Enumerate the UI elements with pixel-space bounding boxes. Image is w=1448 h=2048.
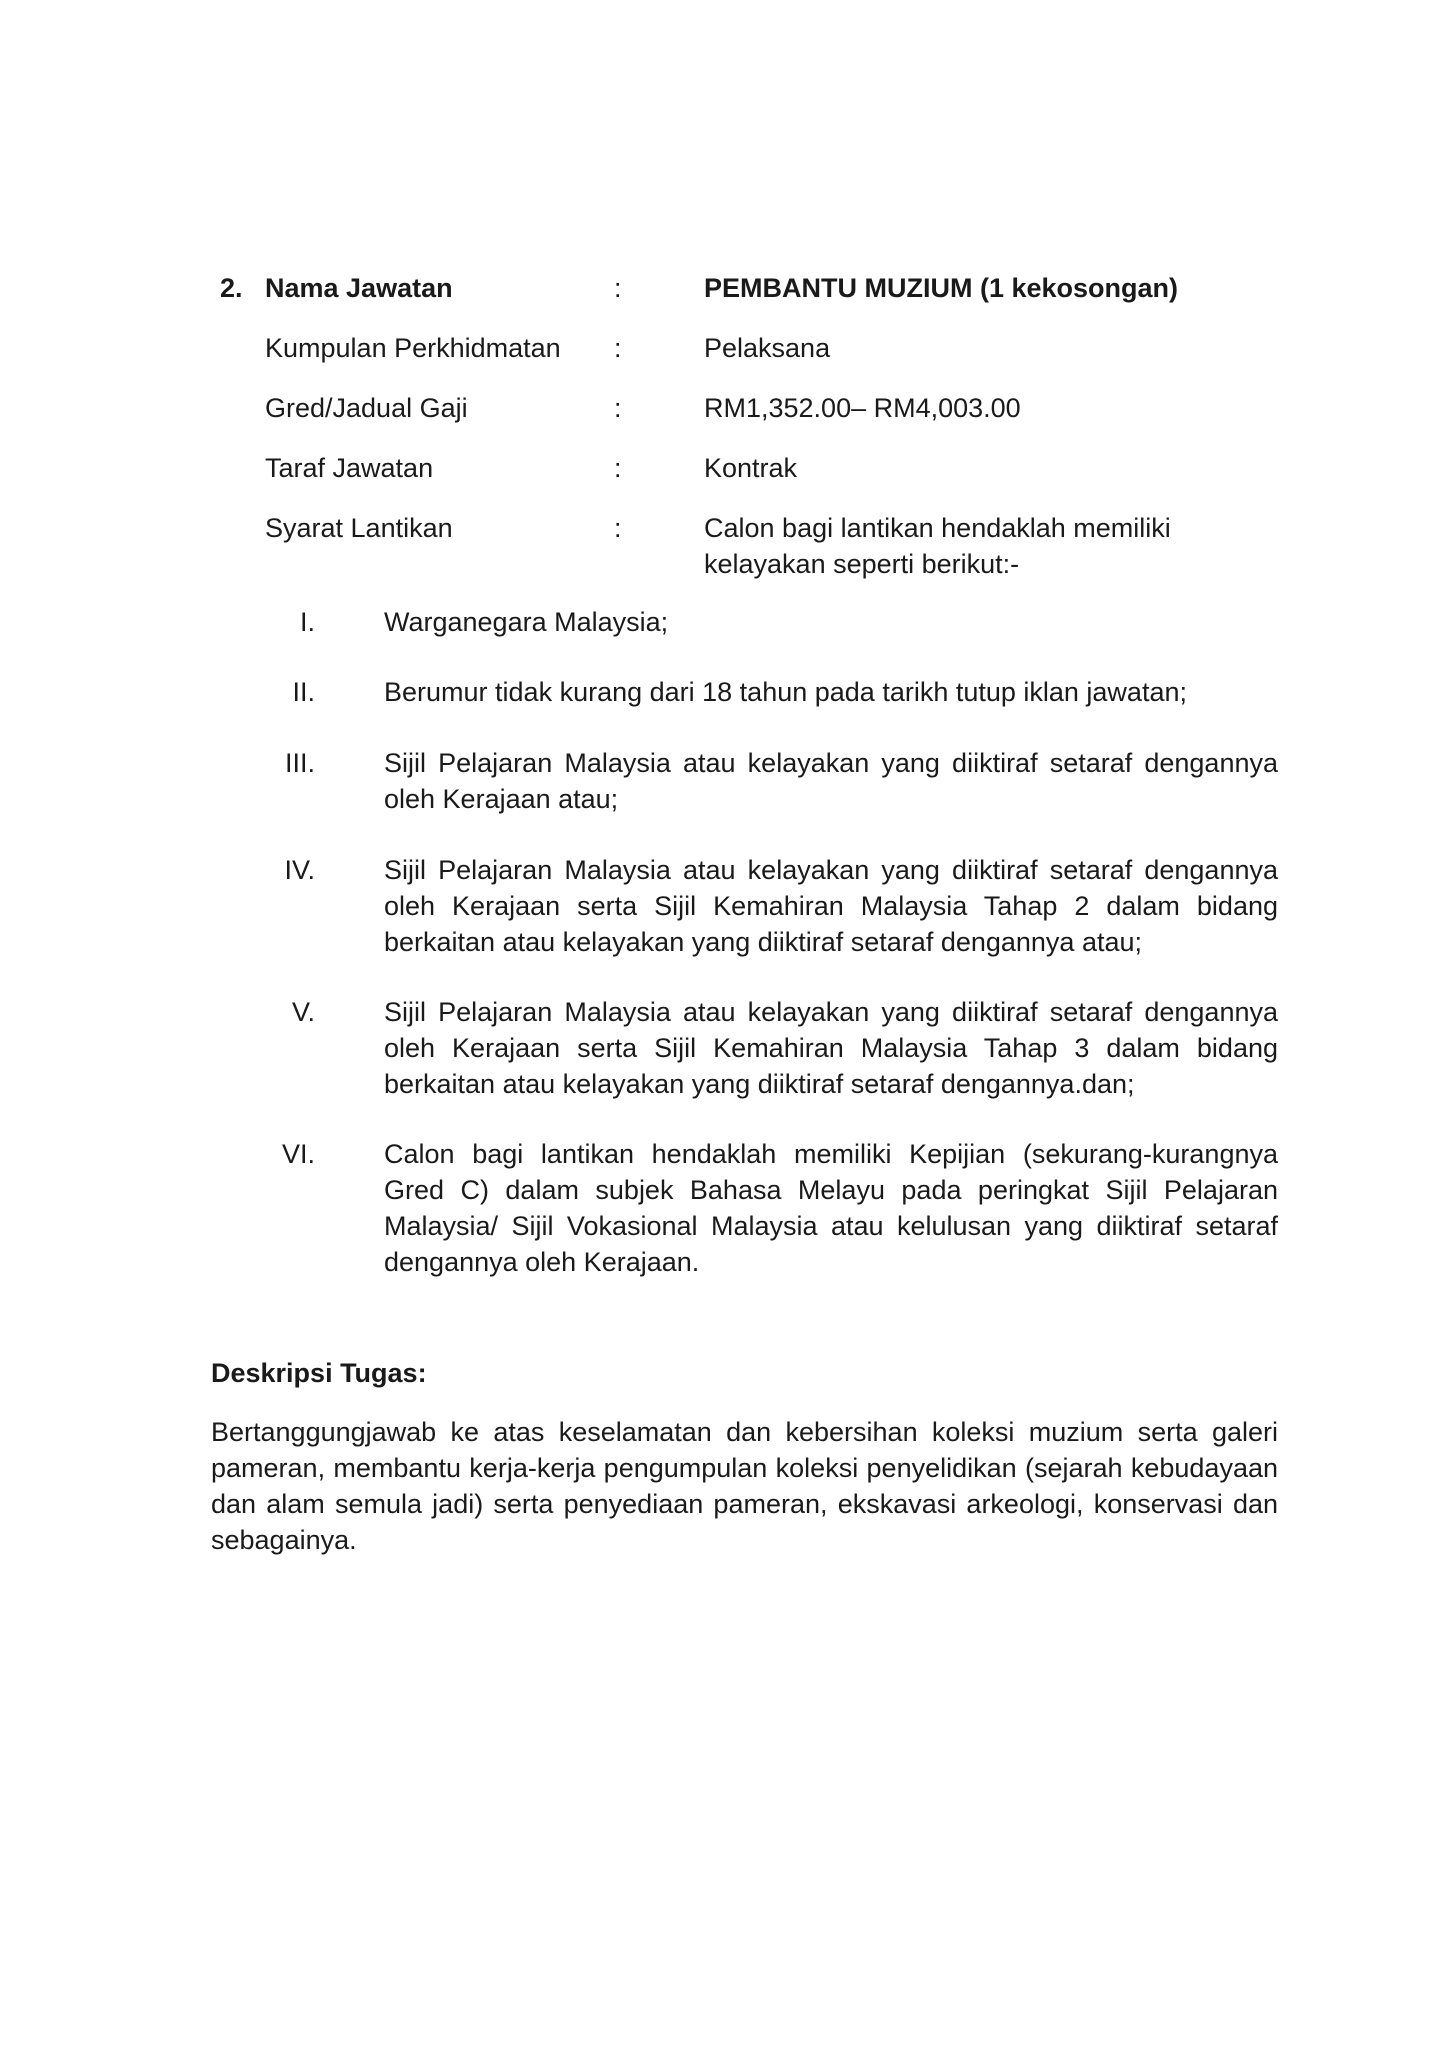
kumpulan-label: Kumpulan Perkhidmatan [265, 333, 561, 363]
field-row-taraf [0, 450, 1448, 486]
gred-colon: : [614, 393, 622, 423]
kumpulan-colon: : [614, 333, 622, 363]
syarat-value: Calon bagi lantikan hendaklah memiliki kelayakan seperti berikut:- [704, 513, 1171, 579]
syarat-colon: : [614, 513, 622, 543]
field-row-gred [0, 390, 1448, 426]
deskripsi-heading: Deskripsi Tugas: [211, 1358, 427, 1388]
gred-value: RM1,352.00– RM4,003.00 [704, 393, 1021, 423]
requirement-text: Berumur tidak kurang dari 18 tahun pada tarikh tutup iklan jawatan; [384, 677, 1187, 707]
requirement-text: Sijil Pelajaran Malaysia atau kelayakan yang diiktiraf setaraf dengannya oleh Kerajaan serta Sijil Kemahiran Malaysia Tahap 3 dalam bidang berkaitan atau kelayakan yang diiktiraf setaraf dengannya.dan; [384, 997, 1278, 1099]
requirement-text: Warganegara Malaysia; [384, 607, 669, 637]
requirement-numeral: VI. [281, 1139, 315, 1169]
field-row-nama-jawatan [0, 270, 1448, 306]
requirement-numeral: V. [291, 997, 315, 1027]
requirement-numeral: I. [299, 607, 315, 637]
requirement-text: Sijil Pelajaran Malaysia atau kelayakan yang diiktiraf setaraf dengannya oleh Kerajaan atau; [384, 748, 1278, 814]
requirement-numeral: III. [284, 748, 315, 778]
nama-jawatan-label: Nama Jawatan [265, 273, 453, 303]
deskripsi-body: Bertanggungjawab ke atas keselamatan dan kebersihan koleksi muzium serta galeri pameran, membantu kerja-kerja pengumpulan koleksi penyelidikan (sejarah kebudayaan dan alam semula jadi) serta penyediaan pameran, ekskavasi arkeologi, konservasi dan sebagainya. [211, 1417, 1278, 1555]
syarat-label: Syarat Lantikan [265, 513, 453, 543]
gred-label: Gred/Jadual Gaji [265, 393, 468, 423]
section-number: 2. [220, 273, 243, 303]
requirement-text: Calon bagi lantikan hendaklah memiliki Kepijian (sekurang-kurangnya Gred C) dalam subjek Bahasa Melayu pada peringkat Sijil Pelajaran Malaysia/ Sijil Vokasional Malaysia atau kelulusan yang diiktiraf setaraf dengannya oleh Kerajaan. [384, 1139, 1278, 1277]
requirement-numeral: IV. [284, 855, 315, 885]
nama-jawatan-value: PEMBANTU MUZIUM (1 kekosongan) [704, 273, 1179, 303]
kumpulan-value: Pelaksana [704, 333, 831, 363]
field-row-kumpulan [0, 330, 1448, 366]
taraf-label: Taraf Jawatan [265, 453, 434, 483]
taraf-colon: : [614, 453, 622, 483]
requirement-text: Sijil Pelajaran Malaysia atau kelayakan yang diiktiraf setaraf dengannya oleh Kerajaan serta Sijil Kemahiran Malaysia Tahap 2 dalam bidang berkaitan atau kelayakan yang diiktiraf setaraf dengannya atau; [384, 855, 1278, 957]
taraf-value: Kontrak [704, 453, 798, 483]
requirement-numeral: II. [292, 677, 315, 707]
nama-jawatan-colon: : [614, 273, 622, 303]
